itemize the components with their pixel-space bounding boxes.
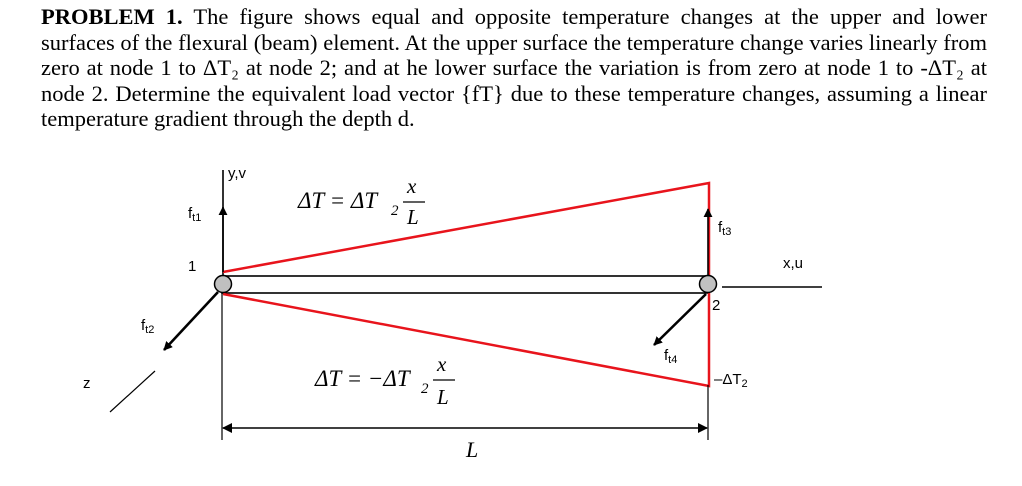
svg-text:ΔT = ΔT: ΔT = ΔT — [298, 188, 378, 213]
svg-text:L: L — [407, 205, 419, 229]
ft1-label: $f_{t1}$ — [188, 205, 202, 224]
ft2-arrow — [164, 292, 218, 350]
negative-delta-t2-label: $-\Delta T_2$ — [714, 371, 748, 390]
ft4-label: $f_{t4}$ — [664, 347, 678, 366]
svg-text:ΔT = −ΔT: ΔT = −ΔT — [315, 366, 410, 391]
svg-text:2: 2 — [421, 381, 429, 397]
lower-temperature-distribution — [223, 293, 709, 386]
svg-text:x: x — [407, 174, 417, 198]
z-axis-line — [110, 371, 155, 412]
ft3-label: $f_{t3}$ — [718, 219, 732, 238]
node-1-marker — [215, 276, 232, 293]
svg-text:2: 2 — [391, 203, 399, 219]
beam-element — [222, 276, 708, 293]
lower-temperature-equation — [314, 352, 455, 409]
problem-text: The figure shows equal and opposite temperature changes at the upper and lower surfaces of the flexural (beam) element. At the upper surface the temperature change varies linearly from zero at node 1 to ΔT₂ at node 2; and at he lower surface the variation is from zero at node 1 to -ΔT₂ at node 2. Determine the equivalent load vector {fT} due to these temperature changes, assuming a linear temperature gradient through the depth d. — [41, 4, 987, 132]
svg-text:x: x — [437, 352, 447, 376]
length-dimension-label: L — [466, 437, 479, 462]
upper-temperature-distribution — [223, 183, 709, 275]
node-1-label: 1 — [188, 258, 197, 275]
problem-number: PROBLEM 1. — [41, 4, 183, 29]
node-2-marker — [700, 276, 717, 293]
svg-text:L: L — [437, 385, 449, 409]
z-axis-label: z — [83, 375, 91, 392]
x-axis-label: x,u — [783, 255, 804, 272]
y-axis-label: y,v — [228, 165, 247, 182]
ft4-arrow — [654, 294, 706, 345]
node-2-label: 2 — [712, 297, 721, 314]
ft2-label: $f_{t2}$ — [141, 317, 155, 336]
upper-temperature-equation — [297, 174, 425, 229]
